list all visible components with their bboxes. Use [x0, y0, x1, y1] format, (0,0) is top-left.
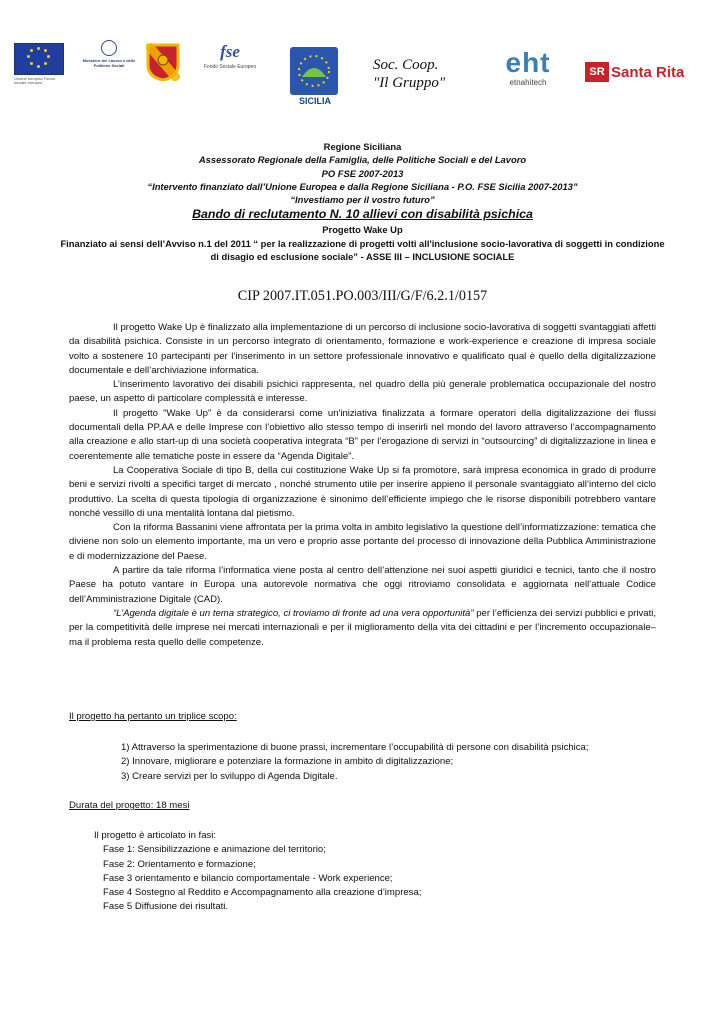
santa-rita-name: Santa Rita	[611, 63, 685, 81]
list-item: 3) Creare servizi per lo sviluppo di Agenda Digitale.	[121, 770, 338, 782]
list-item: Fase 3 orientamento e bilancio comportamentale - Work experience;	[103, 872, 393, 884]
progetto-title: Progetto Wake Up	[322, 224, 403, 236]
santa-rita-logo	[585, 62, 705, 88]
list-item: Fase 1: Sensibilizzazione e animazione del territorio;	[103, 844, 326, 856]
sicilia-emblem-icon	[290, 47, 338, 95]
paragraph: Il progetto "Wake Up" è da considerarsi come un'iniziativa finalizzata a formare operatori della digitalizzazione dei flussi documentali della PP.AA e delle Imprese con l’obiettivo allo stesso tempo di inserirli nel mondo del lavoro attraverso l’accompagnamento alla creazione e allo start-up di una società cooperativa integrata “B” per l’erogazione di servizi in “outsourcing” di digitalizzazione in linea e coerentemente alle tematiche poste in essere da “Agenda Digitale”.	[69, 407, 656, 462]
list-item: 2) Innovare, migliorare e potenziare la formazione in ambito di digitalizzazione;	[121, 756, 454, 768]
fse-caption: Fondo Sociale Europeo	[203, 64, 257, 70]
eht-mark: eht	[505, 47, 551, 78]
header-region: Regione Siciliana	[323, 141, 402, 152]
list-item: Fase 4 Sostegno al Reddito e Accompagnamento alla creazione d’impresa;	[103, 887, 422, 899]
soc-coop-line2: "Il Gruppo"	[373, 75, 446, 91]
bando-title: Bando di reclutamento N. 10 allievi con disabilità psichica	[192, 207, 533, 222]
fse-logo	[200, 42, 260, 86]
eht-sub: etnahitech	[509, 78, 547, 87]
fse-mark-icon: fse	[220, 42, 240, 61]
agenda-quote: “L’Agenda digitale è un tema strategico, ci troviamo di fronte ad una vera opportunità”	[113, 607, 474, 619]
emblem-icon	[101, 40, 117, 56]
scopo-heading: Il progetto ha pertanto un triplice scopo:	[69, 711, 237, 722]
fasi-list	[94, 829, 421, 915]
paragraph: A partire da tale riforma l’informatica viene posta al centro dell’attenzione nei suoi aspetti giuridici e tecnici, tanto che il nostro Paese ha potuto vantare in Europa una autorevole normativa che oggi ritroviamo consolidata e aggiornata nell’attuale Codice dell’Amministrazione Digitale (CAD).	[69, 565, 656, 605]
list-item: Fase 2: Orientamento e formazione;	[103, 858, 256, 870]
paragraph: Con la riforma Bassanini viene affrontata per la prima volta in ambito legislativo la questione dell’informatizzazione: tematica che diviene non solo un elemento importante, ma un vero e proprio asse portante del processo di innovazione della Pubblica Amministrazione e di modernizzazione del Paese.	[69, 522, 656, 562]
header-intervento: “Intervento finanziato dall’Unione Europea e dalla Regione Siciliana - P.O. FSE Sicilia 2007-2013”	[147, 180, 578, 192]
paragraph	[69, 607, 656, 650]
body-text	[69, 321, 656, 650]
paragraph: Il progetto Wake Up è finalizzato alla implementazione di un percorso di inclusione socio-lavorativa di soggetti svantaggiati affetti da disabilità psichica. Consiste in un percorso integrato di orientamento, formazione e work-experience e creazione di impresa sociale volto a sostenere 10 partecipanti per l’inserimento in un settore professionale innovativo e qualificato qual è quello della digitalizzazione documentale e dell’archiviazione informatica.	[69, 322, 656, 376]
sicily-shield-logo	[146, 43, 180, 81]
santa-rita-mark: SR	[585, 62, 609, 82]
paragraph: L’inserimento lavorativo dei disabili psichici rappresenta, nel quadro della più generale problematica occupazionale del nostro paese, un aspetto di particolare complessità e interesse.	[69, 379, 656, 405]
header-slogan: “Investiamo per il vostro futuro”	[290, 194, 435, 206]
eu-flag-icon	[14, 43, 64, 75]
etnahitech-logo	[491, 48, 565, 96]
scopo-list	[121, 741, 589, 784]
list-item: 1) Attraverso la sperimentazione di buone prassi, incrementare l’occupabilità di persone con disabilità psichica;	[121, 742, 589, 753]
list-item: Fase 5 Diffusione dei risultati.	[103, 901, 229, 913]
logo-strip	[0, 0, 725, 118]
eu-caption: Unione europea Fondo sociale europeo	[14, 76, 55, 85]
header-assessorato: Assessorato Regionale della Famiglia, delle Politiche Sociali e del Lavoro	[198, 154, 527, 166]
durata-text: Durata del progetto: 18 mesi	[69, 800, 190, 811]
header-po-fse: PO FSE 2007-2013	[321, 167, 404, 179]
eu-flag-logo	[14, 43, 64, 83]
cip-code: CIP 2007.IT.051.PO.003/III/G/F/6.2.1/0157	[237, 288, 488, 304]
ministry-logo	[80, 40, 138, 82]
fasi-intro: Il progetto è articolato in fasi:	[94, 830, 217, 841]
sicilia-logo	[290, 47, 340, 117]
soc-coop-logo	[373, 56, 463, 102]
paragraph: La Cooperativa Sociale di tipo B, della cui costituzione Wake Up si fa promotore, sarà impresa economica in grado di produrre beni e servizi rivolti a specifici target di mercato , nonché strumento utile per inserire appieno il personale svantaggiato all’interno del ciclo produttivo. La scelta di questa tipologia di organizzazione è sinonimo dell’efficiente impiego che le risorse disponibili potrebbero vantare nonché vessillo di una mentalità lontana dal pietismo.	[69, 464, 656, 519]
document-header	[0, 140, 725, 263]
ministry-caption: Ministero del Lavoro e delle Politiche Sociali	[82, 58, 136, 68]
agenda-rest: per l’efficienza dei servizi pubblici e privati, per la competitività delle imprese nei mercati internazionali e per il miglioramento della vita dei cittadini e per l’incremento occupazionale– ma il problema resta quello delle competenze.	[69, 607, 656, 648]
sicilia-label: SICILIA	[298, 96, 331, 106]
finanziato-text: Finanziato ai sensi dell’Avviso n.1 del 2011 “ per la realizzazione di progetti volti all'inclusione socio-lavorativa di soggetti in condizione di disagio ed esclusione sociale” - ASSE III – INCLUSIONE SOCIALE	[60, 237, 665, 263]
soc-coop-line1: Soc. Coop.	[373, 57, 439, 73]
